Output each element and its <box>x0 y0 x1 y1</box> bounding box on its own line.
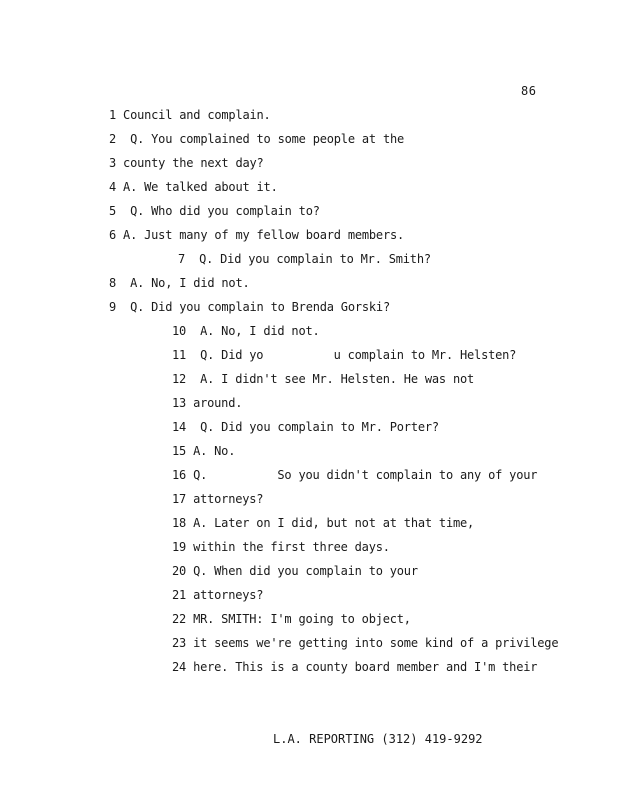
transcript-line-20: 20 Q. When did you complain to your <box>172 564 418 578</box>
transcript-line-12: 12 A. I didn't see Mr. Helsten. He was not <box>172 372 475 386</box>
transcript-line-3: 3 county the next day? <box>109 156 264 170</box>
transcript-line-4: 4 A. We talked about it. <box>109 180 278 194</box>
reporter-footer: L.A. REPORTING (312) 419-9292 <box>273 732 483 746</box>
transcript-line-7: 7 Q. Did you complain to Mr. Smith? <box>178 252 431 266</box>
transcript-line-16: 16 Q. So you didn't complain to any of your <box>172 468 538 482</box>
transcript-line-1: 1 Council and complain. <box>109 108 271 122</box>
transcript-line-10: 10 A. No, I did not. <box>172 324 320 338</box>
transcript-line-9: 9 Q. Did you complain to Brenda Gorski? <box>109 300 390 314</box>
transcript-line-13: 13 around. <box>172 396 243 410</box>
transcript-line-22: 22 MR. SMITH: I'm going to object, <box>172 612 411 626</box>
transcript-line-21: 21 attorneys? <box>172 588 264 602</box>
transcript-line-15: 15 A. No. <box>172 444 236 458</box>
transcript-line-24: 24 here. This is a county board member and I'm their <box>172 660 538 674</box>
page-number: 86 <box>521 84 537 98</box>
transcript-line-18: 18 A. Later on I did, but not at that time, <box>172 516 475 530</box>
transcript-line-14: 14 Q. Did you complain to Mr. Porter? <box>172 420 439 434</box>
transcript-line-17: 17 attorneys? <box>172 492 264 506</box>
transcript-line-19: 19 within the first three days. <box>172 540 390 554</box>
transcript-line-8: 8 A. No, I did not. <box>109 276 250 290</box>
transcript-line-11: 11 Q. Did yo u complain to Mr. Helsten? <box>172 348 517 362</box>
transcript-line-2: 2 Q. You complained to some people at the <box>109 132 405 146</box>
transcript-line-6: 6 A. Just many of my fellow board members. <box>109 228 405 242</box>
transcript-line-5: 5 Q. Who did you complain to? <box>109 204 320 218</box>
transcript-line-23: 23 it seems we're getting into some kind of a privilege <box>172 636 559 650</box>
